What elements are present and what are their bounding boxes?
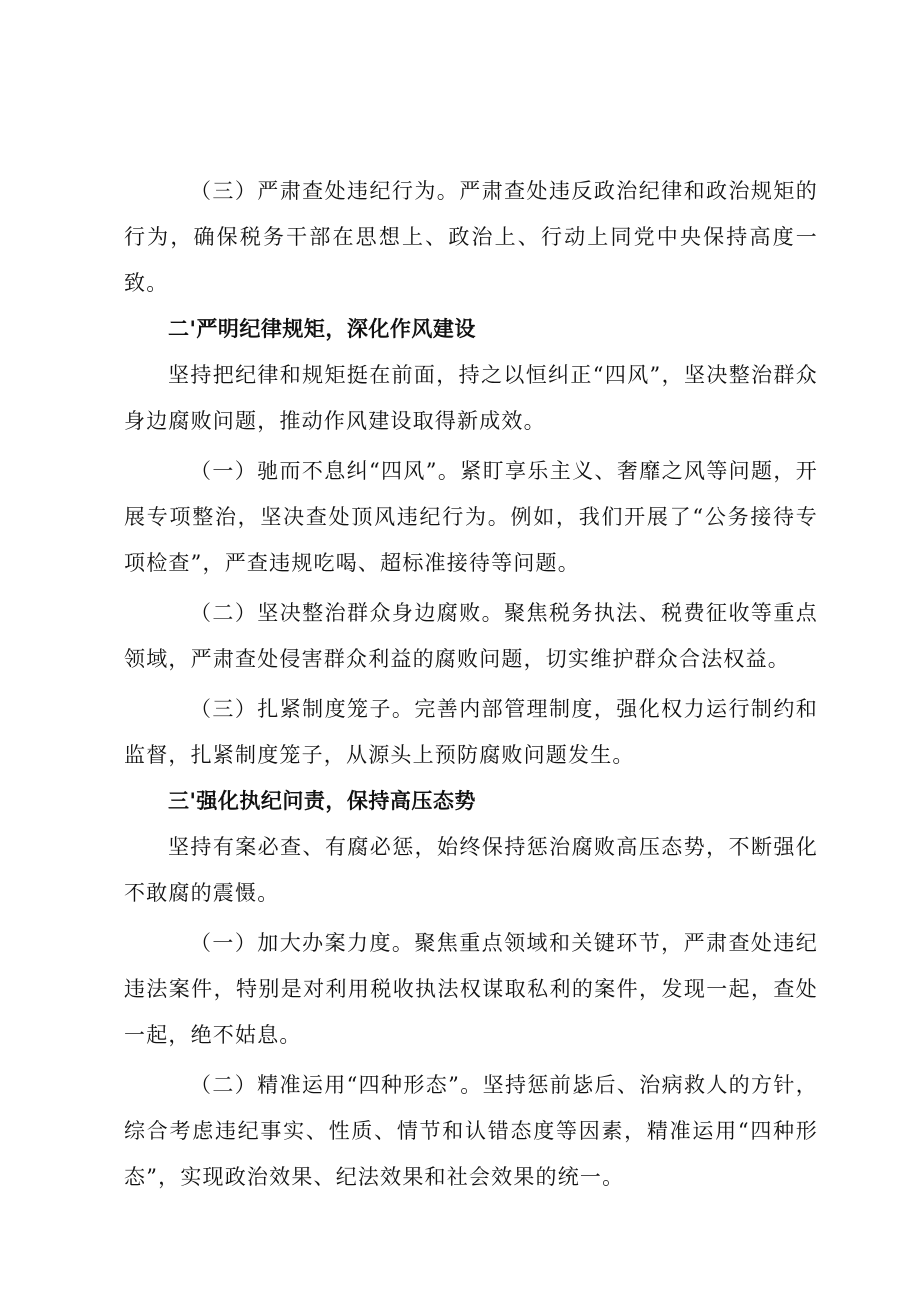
paragraph-section-2-intro: 坚持把纪律和规矩挺在前面，持之以恒纠正“四风”，坚决整治群众身边腐败问题，推动作风建设取得新成效。 [124, 363, 818, 433]
paragraph-case-handling: （一）加大办案力度。聚焦重点领域和关键环节，严肃查处违纪违法案件，特别是对利用税收执法权谋取私利的案件，发现一起，查处一起，绝不姑息。 [124, 931, 818, 1047]
paragraph-system-cage: （三）扎紧制度笼子。完善内部管理制度，强化权力运行制约和监督，扎紧制度笼子，从源头上预防腐败问题发生。 [124, 697, 818, 767]
section-heading-3: 三'强化执纪问责，保持高压态势 [168, 789, 476, 813]
section-heading-2: 二'严明纪律规矩，深化作风建设 [168, 317, 476, 341]
paragraph-section-3-intro: 坚持有案必查、有腐必惩，始终保持惩治腐败高压态势，不断强化不敢腐的震慑。 [124, 835, 818, 905]
paragraph-four-styles: （一）驰而不息纠“四风”。紧盯享乐主义、奢靡之风等问题，开展专项整治，坚决查处顶风违纪行为。例如，我们开展了“公务接待专项检查”，严查违规吃喝、超标准接待等问题。 [124, 459, 818, 575]
paragraph-grassroots-corruption: （二）坚决整治群众身边腐败。聚焦税务执法、税费征收等重点领域，严肃查处侵害群众利益的腐败问题，切实维护群众合法权益。 [124, 601, 818, 671]
document-body [124, 168, 818, 1200]
paragraph-four-forms: （二）精准运用“四种形态”。坚持惩前毖后、治病救人的方针，综合考虑违纪事实、性质、情节和认错态度等因素，精准运用“四种形态”，实现政治效果、纪法效果和社会效果的统一。 [124, 1073, 818, 1189]
paragraph-discipline-violations: （三）严肃查处违纪行为。严肃查处违反政治纪律和政治规矩的行为，确保税务干部在思想上、政治上、行动上同党中央保持高度一致。 [124, 179, 818, 295]
